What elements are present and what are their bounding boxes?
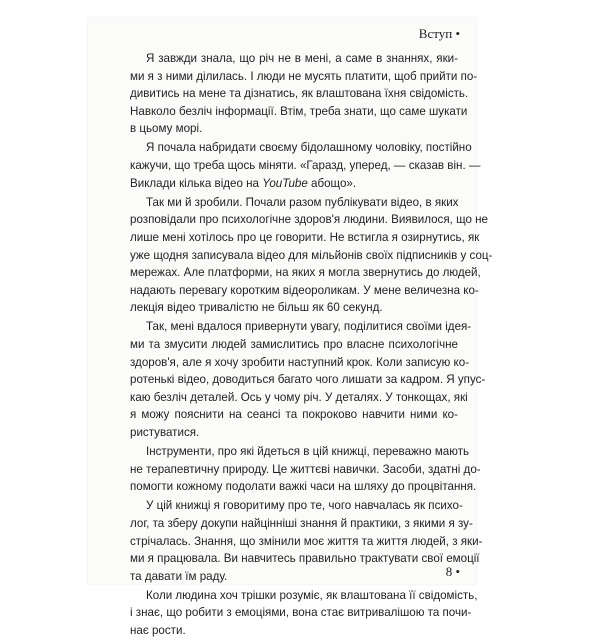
paragraph-2 [130,139,481,192]
text-line: ристуватися. [130,425,200,439]
text-line: ми я з ними ділилась. І люди не мусять платити, щоб прийти по- [130,69,478,83]
text-line: нає рости. [130,624,186,637]
text-line: надають перевагу коротким відеороликам. У мене величезна ко- [130,283,479,297]
text-line: не терапевтичну природу. Це життєві навички. Засоби, здатні до- [130,462,481,476]
text-line: Я почала набридати своєму бідолашному чоловіку, постійно [146,141,472,155]
text-line: каю безліч деталей. Ось у чому річ. У деталях. У тонкощах, які [130,390,468,404]
text-line: розповідали про психологічне здоров'я людини. Виявилося, що не [130,213,489,227]
text-line: Інструменти, про які йдеться в цій книжці, переважно мають [146,445,470,459]
italic-word: YouTube [262,176,308,190]
text-line: Так ми й зробили. Почали разом публікувати відео, в яких [146,195,459,209]
text-line: Навколо безліч інформації. Втім, треба знати, що саме шукати [130,104,468,118]
text-line: кажучи, що треба щось міняти. «Гаразд, уперед, — сказав він. — [130,159,481,173]
text-line: помогти кожному подолати важкі часи на шляху до процвітання. [130,480,477,494]
text-line: та давати їм раду. [130,569,228,583]
text-line: Виклади кілька відео на YouTube абощо». [130,176,357,190]
text-line: Коли людина хоч трішки розуміє, як влаштована її свідомість, [146,588,478,602]
text-line: лекція відео тривалістю не більш як 60 секунд. [130,301,383,315]
text-line: мережах. Але платформи, на яких я могла звернутись до людей, [130,266,481,280]
text-line: Так, мені вдалося привернути увагу, поділитися своїми ідея- [146,320,472,334]
text-line: ми та змусити людей замислитись про власне психологічне [130,338,458,351]
text-line: в цьому морі. [130,122,203,136]
text-line: і знає, що робити з емоціями, вона стає витривалішою та почи- [130,606,472,620]
page-number: 8 • [445,564,460,579]
text-line: ротенькі відео, доводиться багато чого лишати за кадром. Я упус- [130,373,486,387]
text-line: я можу пояснити на сеансі та покроково навчити ними ко- [130,408,458,422]
paragraph-7 [130,587,478,640]
text-line: Я завжди знала, що річ не в мені, а саме в знаннях, яки- [146,52,458,65]
body-text [130,50,493,641]
running-head: Вступ • [418,26,460,41]
text-line: У цій книжці я говоритиму про те, чого навчалась як психо- [146,499,463,513]
text-line: уже щодня записувала відео для мільйонів своїх підписників у соц- [130,248,493,262]
paragraph-4 [130,318,486,441]
text-line: стрічалась. Знання, що змінили моє життя та життя людей, з яки- [130,534,483,548]
text-line: ми я працювала. Ви навчитесь правильно трактувати свої емоції [130,552,480,566]
text-line: лише мені хотілось про це говорити. Не встигла я озирнутись, як [130,230,480,244]
paragraph-1 [130,50,478,138]
text-line: лог, та зберу докупи найцінніші знання й практики, з якими я зу- [130,516,473,530]
text-line: здоров'я, але я хочу зробити наступний крок. Коли записую ко- [130,355,470,369]
paragraph-5 [130,443,481,496]
text-line: дивитись на мене та дізнатись, як влаштована їхня свідомість. [130,87,469,101]
paragraph-6 [130,497,483,585]
paragraph-3 [130,194,493,317]
